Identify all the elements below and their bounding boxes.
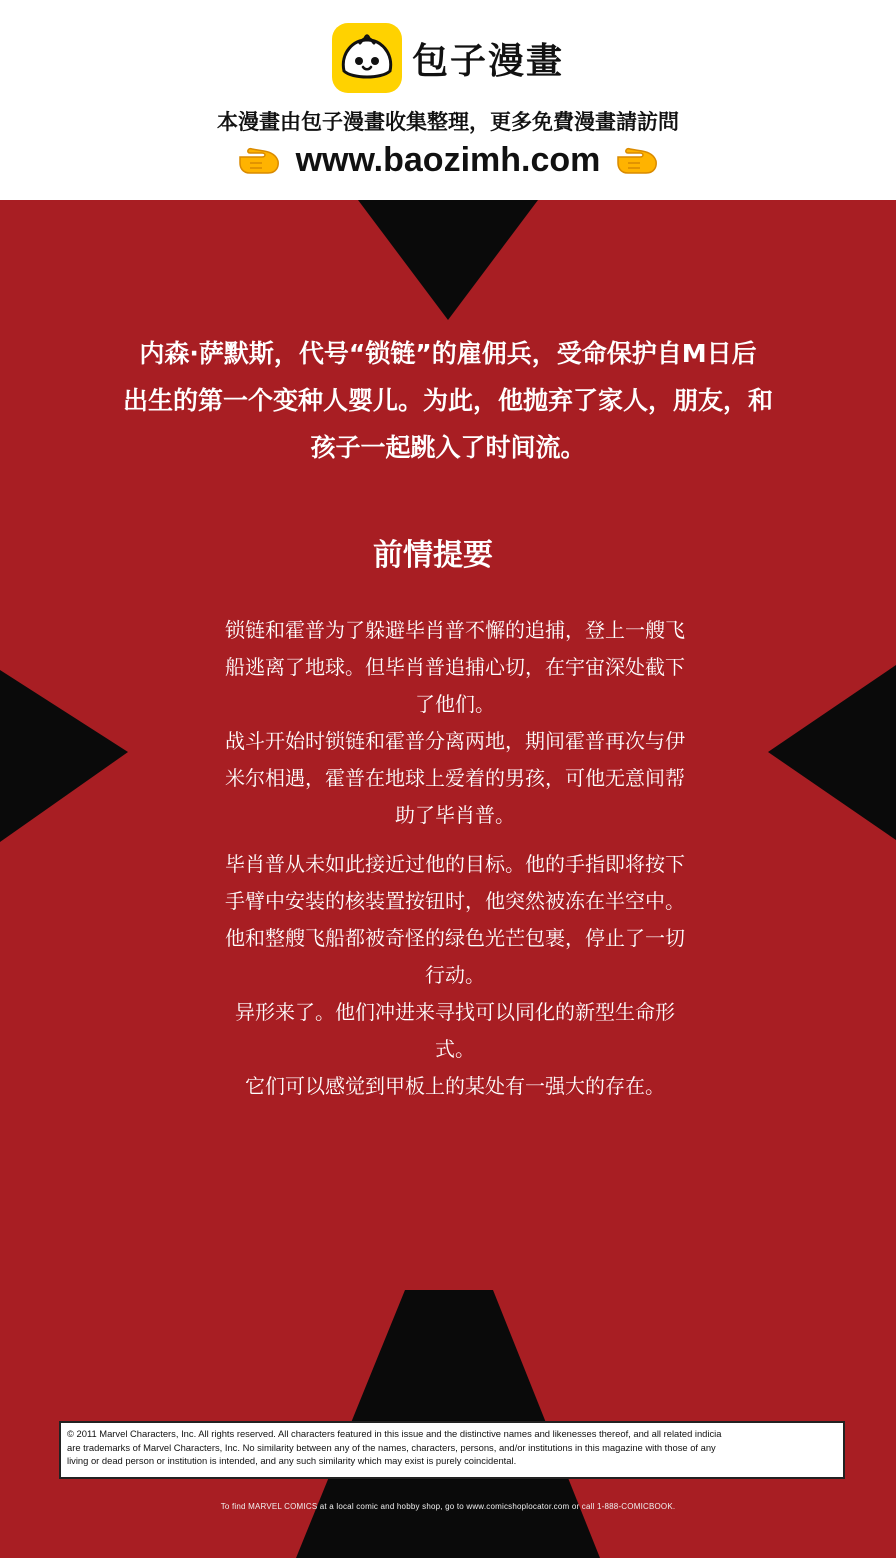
recap-line: 船逃离了地球。但毕肖普追捕心切，在宇宙深处截下 [225,655,685,679]
intro-line: 孩子一起跳入了时间流。 [310,433,586,462]
recap-line: 毕肖普从未如此接近过他的目标。他的手指即将按下 [225,852,685,876]
recap-line: 异形来了。他们冲进来寻找可以同化的新型生命形 [235,1000,675,1024]
recap-line: 了他们。 [415,692,495,716]
recap-line: 行动。 [425,963,485,987]
bun-mascot-icon[interactable] [332,23,402,93]
recap-line: 米尔相遇，霍普在地球上爱着的男孩，可他无意间帮 [225,766,685,790]
recap-text [190,612,720,1117]
recap-paragraph [190,612,720,834]
site-url-link[interactable]: www.baozimh.com [295,140,601,179]
section-title: 前情提要 [373,538,493,573]
legal-line: living or dead person or institution is intended, and any such similarity which may exist is purely coincidental. [67,1455,517,1467]
pointing-hand-icon [614,143,660,177]
recap-paragraph [190,846,720,1105]
logo-text[interactable]: 包子漫畫 [411,40,564,82]
intro-line: 内森·萨默斯，代号“锁链”的雇佣兵，受命保护自M日后 [139,339,757,368]
recap-line: 战斗开始时锁链和霍普分离两地，期间霍普再次与伊 [225,729,685,753]
footer-text: To find MARVEL COMICS at a local comic and hobby shop, go to www.comicshoplocator.com or call 1-888-COMICBOOK. [220,1502,676,1511]
legal-line: © 2011 Marvel Characters, Inc. All rights reserved. All characters featured in this issue and the distinctive names and likenesses thereof, and all related indicia [67,1428,722,1439]
legal-line: are trademarks of Marvel Characters, Inc. No similarity between any of the names, characters, persons, and/or institutions in this magazine with those of any [67,1441,716,1453]
recap-line: 手臂中安装的核装置按钮时，他突然被冻在半空中。 [225,889,685,913]
site-banner [0,0,896,200]
recap-line: 它们可以感觉到甲板上的某处有一强大的存在。 [245,1074,665,1098]
intro-text [60,330,836,471]
recap-line: 式。 [435,1037,475,1061]
recap-line: 他和整艘飞船都被奇怪的绿色光芒包裹，停止了一切 [225,926,685,950]
intro-line: 出生的第一个变种人婴儿。为此，他抛弃了家人，朋友，和 [122,386,773,415]
banner-notice: 本漫畫由包子漫畫收集整理，更多免費漫畫請訪問 [217,110,679,134]
pointing-hand-icon [236,143,282,177]
recap-line: 助了毕肖普。 [395,803,515,827]
site-url-row [0,138,896,182]
logo-row[interactable] [0,22,896,94]
recap-page [0,200,896,1558]
recap-line: 锁链和霍普为了躲避毕肖普不懈的追捕，登上一艘飞 [225,618,685,642]
legal-notice-box [59,1421,845,1479]
